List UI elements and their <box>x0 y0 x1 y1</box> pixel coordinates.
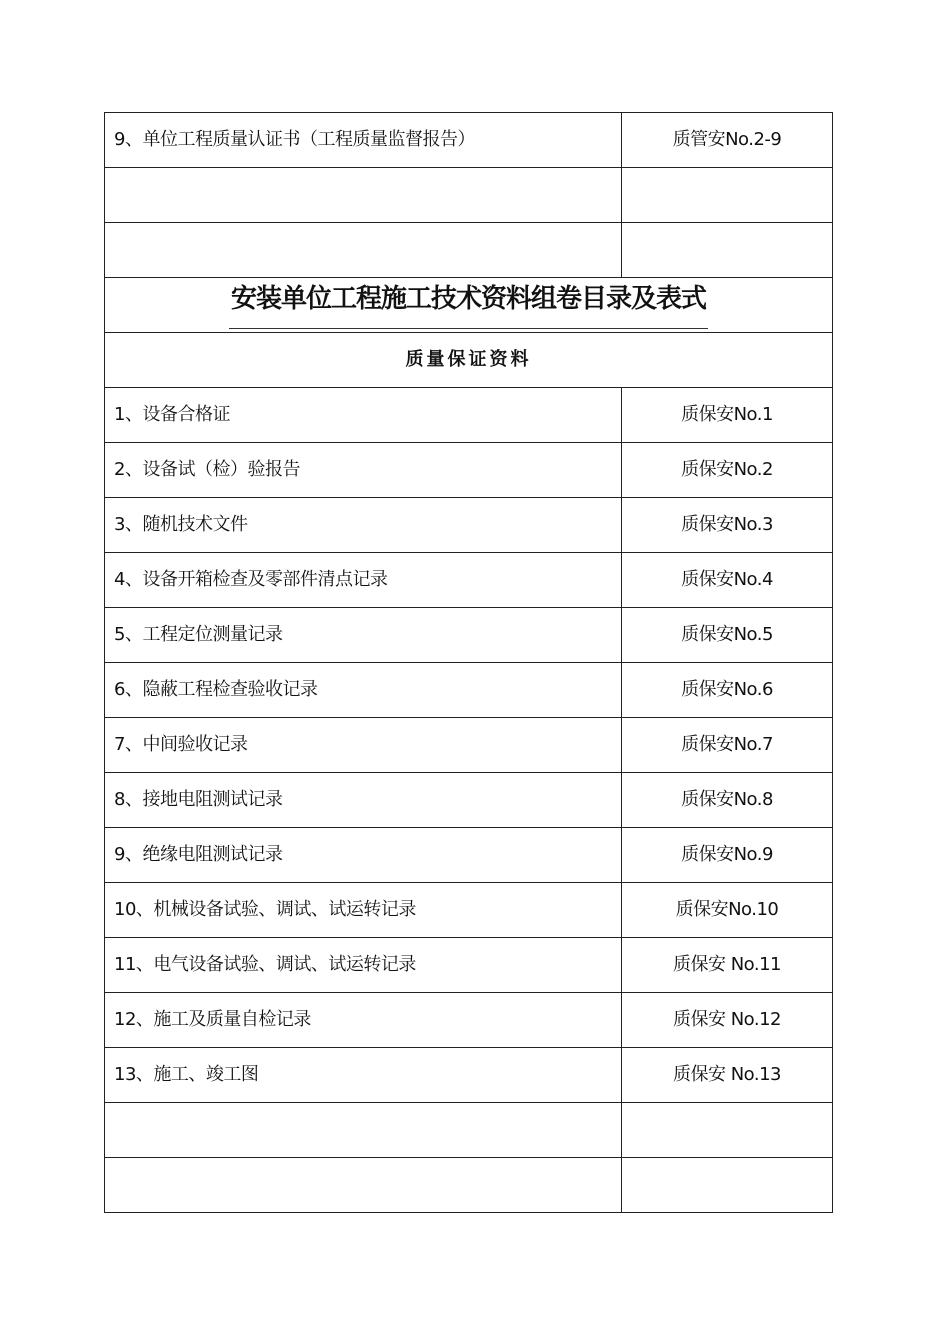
item-name-cell <box>105 1103 622 1158</box>
item-name-cell <box>105 663 622 718</box>
item-name: 10、机械设备试验、调试、试运转记录 <box>114 899 416 920</box>
item-name: 4、设备开箱检查及零部件清点记录 <box>114 569 388 590</box>
item-name-cell <box>105 443 622 498</box>
item-name: 5、工程定位测量记录 <box>114 624 283 645</box>
item-code: 质保安No.9 <box>681 844 773 865</box>
item-code: 质保安No.2 <box>681 459 773 480</box>
item-name: 6、隐蔽工程检查验收记录 <box>114 679 318 700</box>
item-code-cell <box>622 168 833 223</box>
table-row <box>105 443 833 498</box>
item-name-cell <box>105 938 622 993</box>
item-code-cell <box>622 553 833 608</box>
item-code: 质保安 No.11 <box>672 954 781 975</box>
item-name-cell <box>105 553 622 608</box>
table-row <box>105 1103 833 1158</box>
table-row <box>105 993 833 1048</box>
item-name: 2、设备试（检）验报告 <box>114 459 300 480</box>
section-row <box>105 333 833 388</box>
item-code: 质保安No.10 <box>675 899 779 920</box>
item-name: 12、施工及质量自检记录 <box>114 1009 311 1030</box>
item-code-cell <box>622 663 833 718</box>
item-name-cell <box>105 223 622 278</box>
item-code: 质保安No.7 <box>681 734 773 755</box>
item-code-cell <box>622 1103 833 1158</box>
item-name-cell <box>105 498 622 553</box>
section-title: 质量保证资料 <box>105 333 833 388</box>
item-name-cell <box>105 1158 622 1213</box>
table-row <box>105 113 833 168</box>
table-row <box>105 1048 833 1103</box>
item-code: 质保安No.1 <box>681 404 773 425</box>
item-code-cell <box>622 608 833 663</box>
item-code: 质保安No.6 <box>681 679 773 700</box>
item-name: 11、电气设备试验、调试、试运转记录 <box>114 954 416 975</box>
item-name: 9、绝缘电阻测试记录 <box>114 844 283 865</box>
item-name: 9、单位工程质量认证书（工程质量监督报告） <box>114 129 475 150</box>
table-row <box>105 773 833 828</box>
item-name-cell <box>105 773 622 828</box>
table-row <box>105 168 833 223</box>
item-code-cell <box>622 1048 833 1103</box>
item-name-cell <box>105 993 622 1048</box>
item-code-cell <box>622 938 833 993</box>
table-row <box>105 1158 833 1213</box>
item-code: 质管安No.2-9 <box>672 129 782 150</box>
table-row <box>105 883 833 938</box>
table-row <box>105 828 833 883</box>
item-code-cell <box>622 883 833 938</box>
title-row <box>105 278 833 333</box>
item-code: 质保安No.3 <box>681 514 773 535</box>
item-name-cell <box>105 608 622 663</box>
title-cell <box>105 278 833 333</box>
item-name-cell <box>105 828 622 883</box>
table-row <box>105 938 833 993</box>
item-code-cell <box>622 443 833 498</box>
item-name-cell <box>105 168 622 223</box>
table-row <box>105 608 833 663</box>
catalog-table <box>104 112 833 1213</box>
table-row <box>105 388 833 443</box>
item-name-cell <box>105 1048 622 1103</box>
item-code: 质保安 No.12 <box>672 1009 781 1030</box>
item-name: 1、设备合格证 <box>114 404 230 425</box>
item-name: 8、接地电阻测试记录 <box>114 789 283 810</box>
table-row <box>105 498 833 553</box>
item-name: 13、施工、竣工图 <box>114 1064 259 1085</box>
item-code-cell <box>622 113 833 168</box>
item-code-cell <box>622 1158 833 1213</box>
item-code: 质保安No.8 <box>681 789 773 810</box>
item-code-cell <box>622 828 833 883</box>
item-code-cell <box>622 993 833 1048</box>
item-code: 质保安 No.13 <box>672 1064 781 1085</box>
table-row <box>105 718 833 773</box>
table-row <box>105 223 833 278</box>
item-name: 7、中间验收记录 <box>114 734 248 755</box>
item-code: 质保安No.4 <box>681 569 773 590</box>
item-name-cell <box>105 718 622 773</box>
item-name: 3、随机技术文件 <box>114 514 248 535</box>
item-name-cell <box>105 883 622 938</box>
item-name-cell <box>105 113 622 168</box>
item-code-cell <box>622 718 833 773</box>
page-title: 安装单位工程施工技术资料组卷目录及表式 <box>229 284 708 329</box>
item-code-cell <box>622 773 833 828</box>
item-code-cell <box>622 388 833 443</box>
item-code: 质保安No.5 <box>681 624 773 645</box>
table-row <box>105 553 833 608</box>
table-row <box>105 663 833 718</box>
item-code-cell <box>622 223 833 278</box>
item-name-cell <box>105 388 622 443</box>
item-code-cell <box>622 498 833 553</box>
